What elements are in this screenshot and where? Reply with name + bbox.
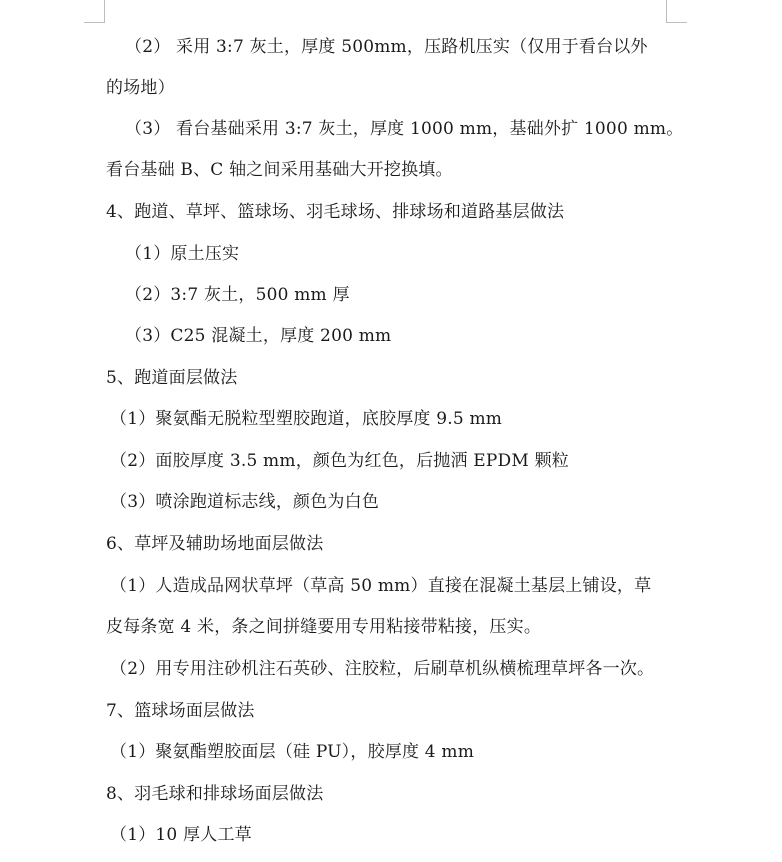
text-line: （3）喷涂跑道标志线，颜色为白色 (110, 492, 380, 512)
text-line: （1）原土压实 (125, 244, 240, 264)
section-heading: 5、跑道面层做法 (106, 368, 238, 388)
section-heading: 6、草坪及辅助场地面层做法 (106, 534, 324, 554)
text-line: 的场地） (106, 78, 175, 98)
section-heading: 8、羽毛球和排球场面层做法 (106, 784, 324, 804)
text-line: 看台基础 B、C 轴之间采用基础大开挖换填。 (106, 160, 453, 180)
text-line: （1）10 厚人工草 (110, 825, 252, 845)
text-line: （3） 看台基础采用 3:7 灰土，厚度 1000 mm，基础外扩 1000 mm。 (125, 119, 684, 139)
text-line: （2）3:7 灰土，500 mm 厚 (125, 285, 350, 305)
text-line: （2）面胶厚度 3.5 mm，颜色为红色，后抛洒 EPDM 颗粒 (110, 451, 569, 471)
text-line: （1）聚氨酯塑胶面层（硅 PU），胶厚度 4 mm (110, 742, 475, 762)
section-heading: 7、篮球场面层做法 (106, 701, 255, 721)
text-line: 皮每条宽 4 米，条之间拼缝要用专用粘接带粘接，压实。 (106, 617, 542, 637)
crop-mark-left (104, 0, 105, 22)
text-line: （2） 采用 3:7 灰土，厚度 500mm，压路机压实（仅用于看台以外 (125, 37, 648, 57)
crop-mark-right (666, 0, 667, 22)
section-heading: 4、跑道、草坪、篮球场、羽毛球场、排球场和道路基层做法 (106, 202, 565, 222)
crop-mark-left-horizontal (84, 22, 105, 23)
text-line: （3）C25 混凝土，厚度 200 mm (125, 326, 392, 346)
text-line: （2）用专用注砂机注石英砂、注胶粒，后刷草机纵横梳理草坪各一次。 (110, 659, 655, 679)
text-line: （1）聚氨酯无脱粒型塑胶跑道，底胶厚度 9.5 mm (110, 409, 503, 429)
crop-mark-right-horizontal (666, 22, 687, 23)
text-line: （1）人造成品网状草坪（草高 50 mm）直接在混凝土基层上铺设，草 (110, 576, 652, 596)
